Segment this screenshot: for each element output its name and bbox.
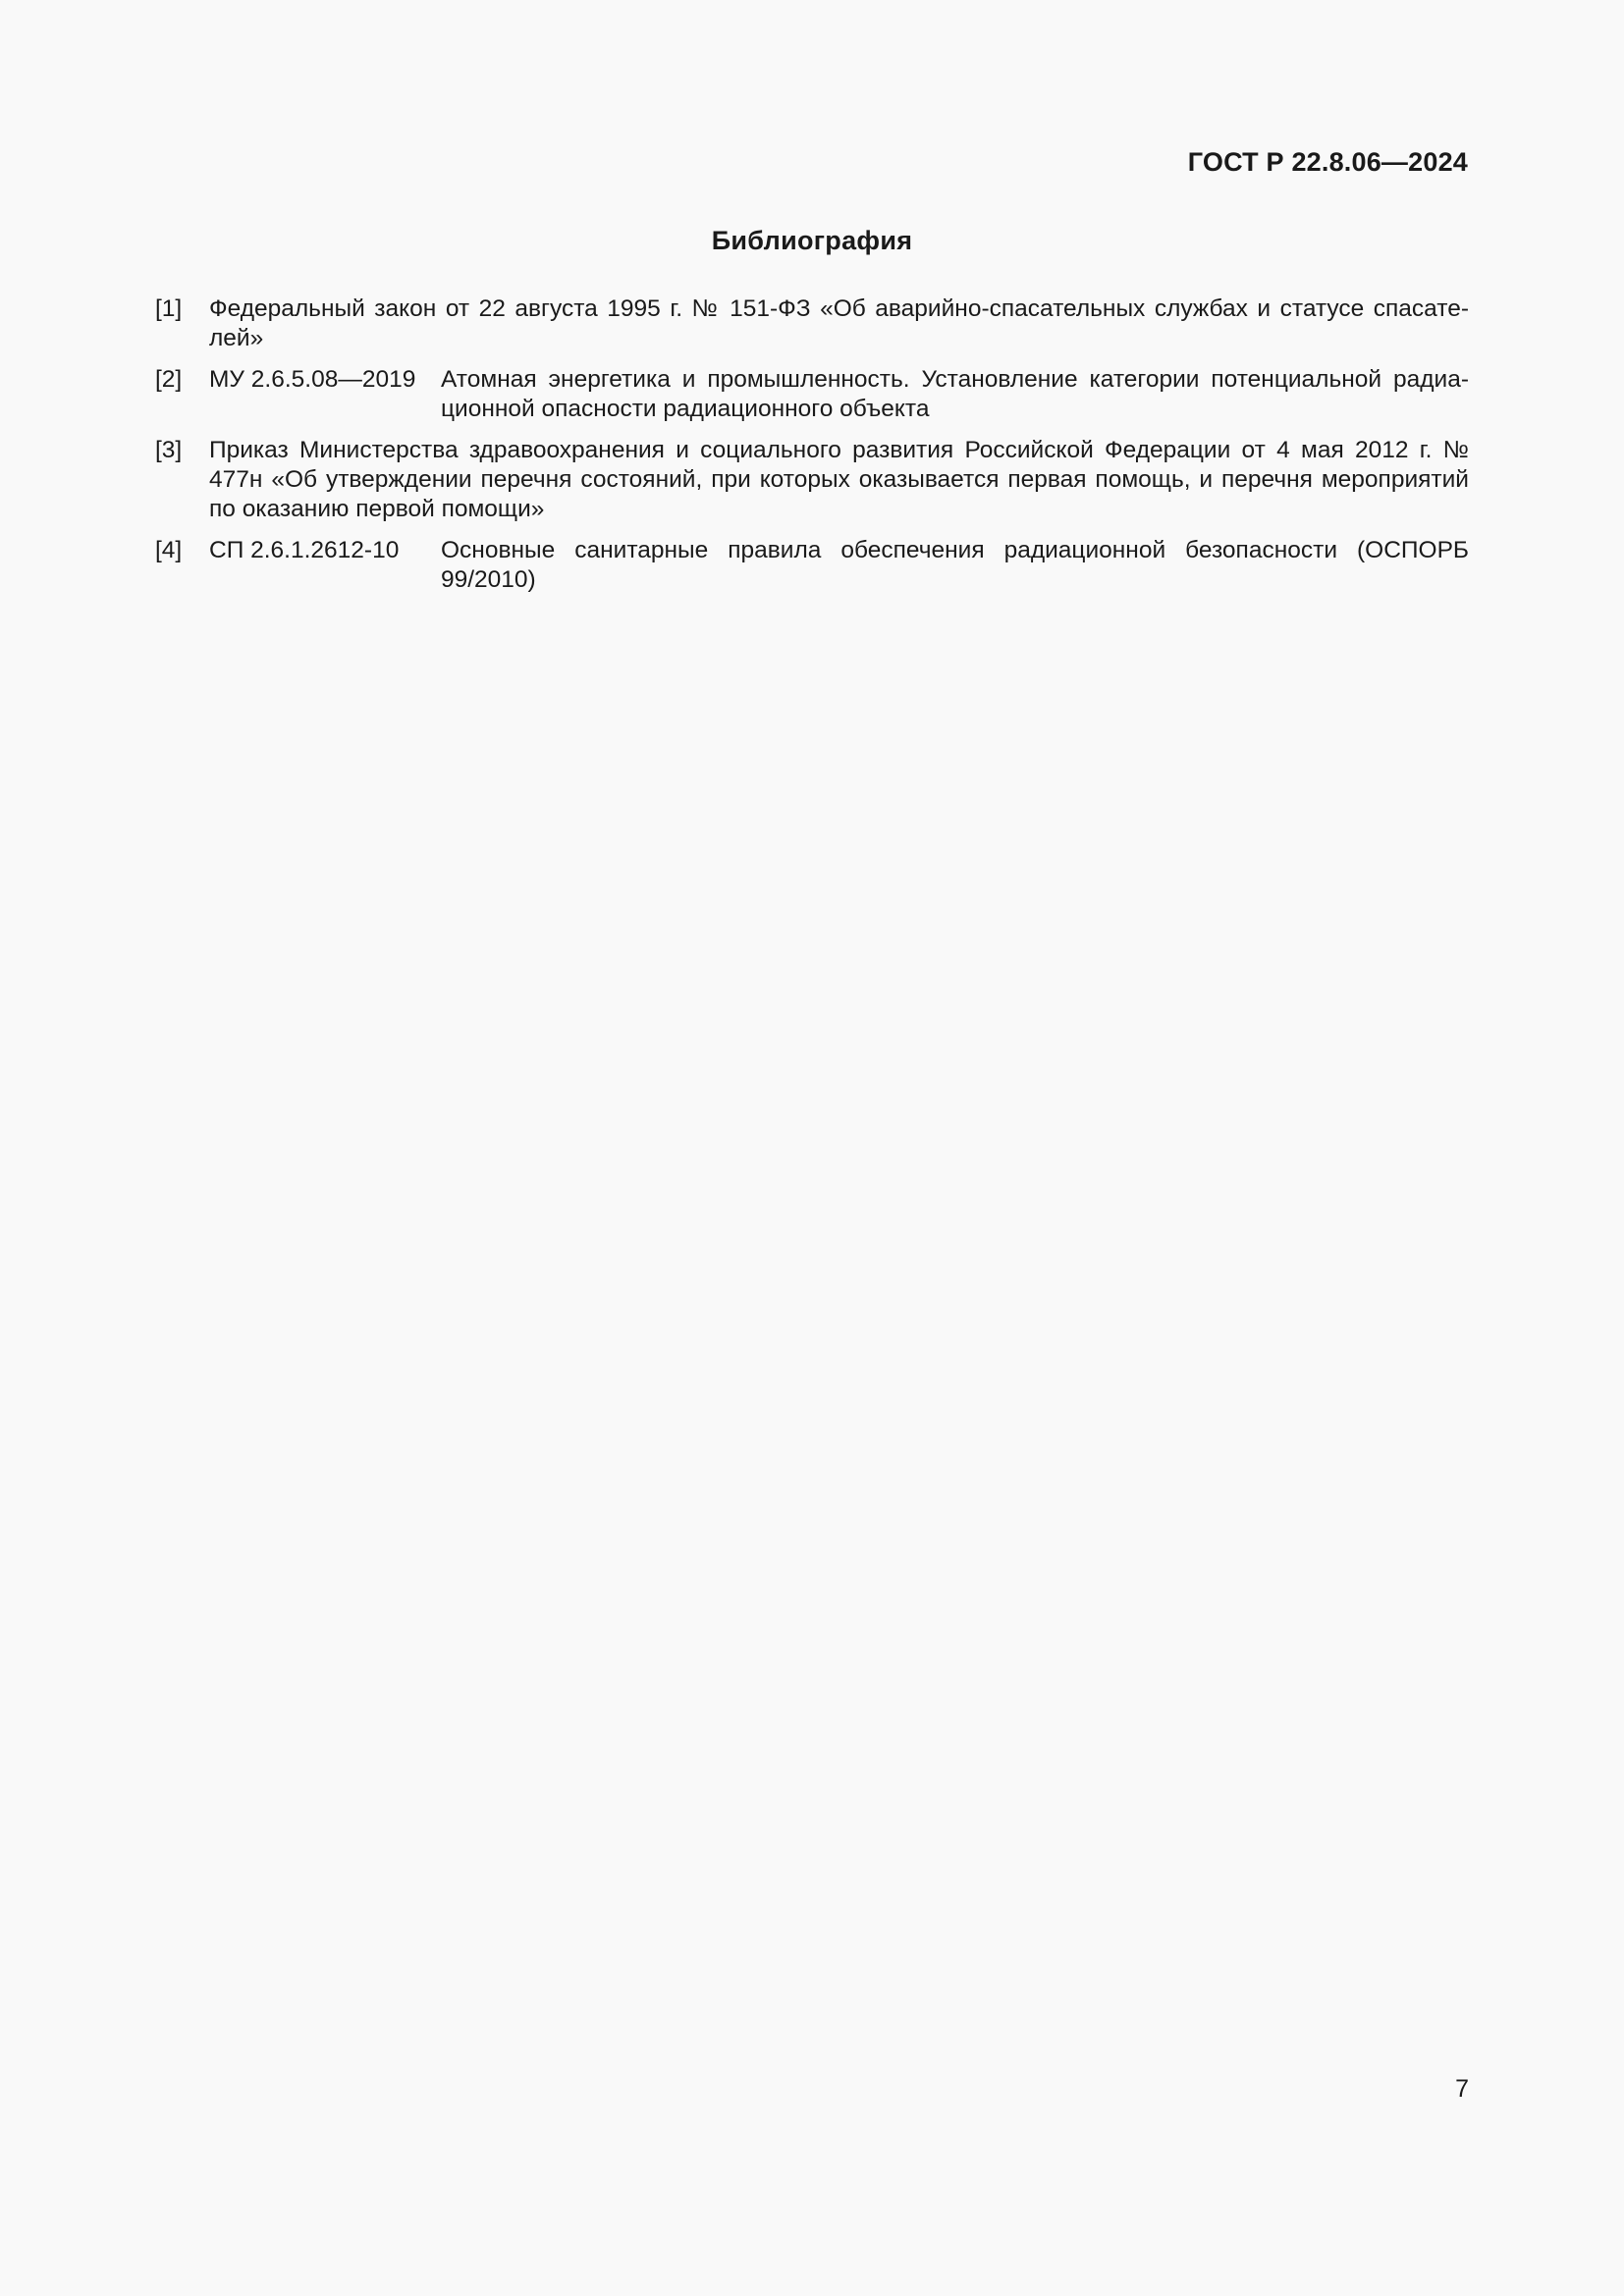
page-number: 7 [1455, 2075, 1469, 2103]
bibliography-entry-1 [155, 294, 1469, 353]
entry-text: Федеральный закон от 22 августа 1995 г. № 151-ФЗ «Об аварийно-спасательных службах и статусе спасателей» [209, 295, 1469, 351]
entry-designation: СП 2.6.1.2612-10 [209, 537, 400, 563]
entry-number: [2] [155, 366, 183, 393]
entry-text: Приказ Министерства здравоохранения и социального развития Российской Федерации от 4 мая 2012 г. № 477н «Об утверждении перечня состояний, при которых оказывается первая помощь, и перечня мероприятий по оказанию первой помощи» [209, 437, 1469, 522]
standard-code: ГОСТ Р 22.8.06—2024 [1187, 147, 1468, 177]
bibliography-entry-3 [155, 436, 1469, 524]
entry-number: [4] [155, 537, 183, 563]
bibliography-list [155, 294, 1469, 607]
entry-text: Основные санитарные правила обеспечения радиационной безопасности (ОСПОРБ 99/2010) [441, 537, 1469, 593]
section-title: Библиография [711, 226, 913, 255]
bibliography-entry-4 [155, 536, 1469, 595]
entry-number: [1] [155, 295, 183, 322]
entry-designation: МУ 2.6.5.08—2019 [209, 366, 416, 393]
entry-number: [3] [155, 437, 183, 463]
bibliography-entry-2 [155, 365, 1469, 424]
entry-text: Атомная энергетика и промышленность. Установление категории потенциальной радиационной опасности радиационного объекта [441, 366, 1469, 422]
